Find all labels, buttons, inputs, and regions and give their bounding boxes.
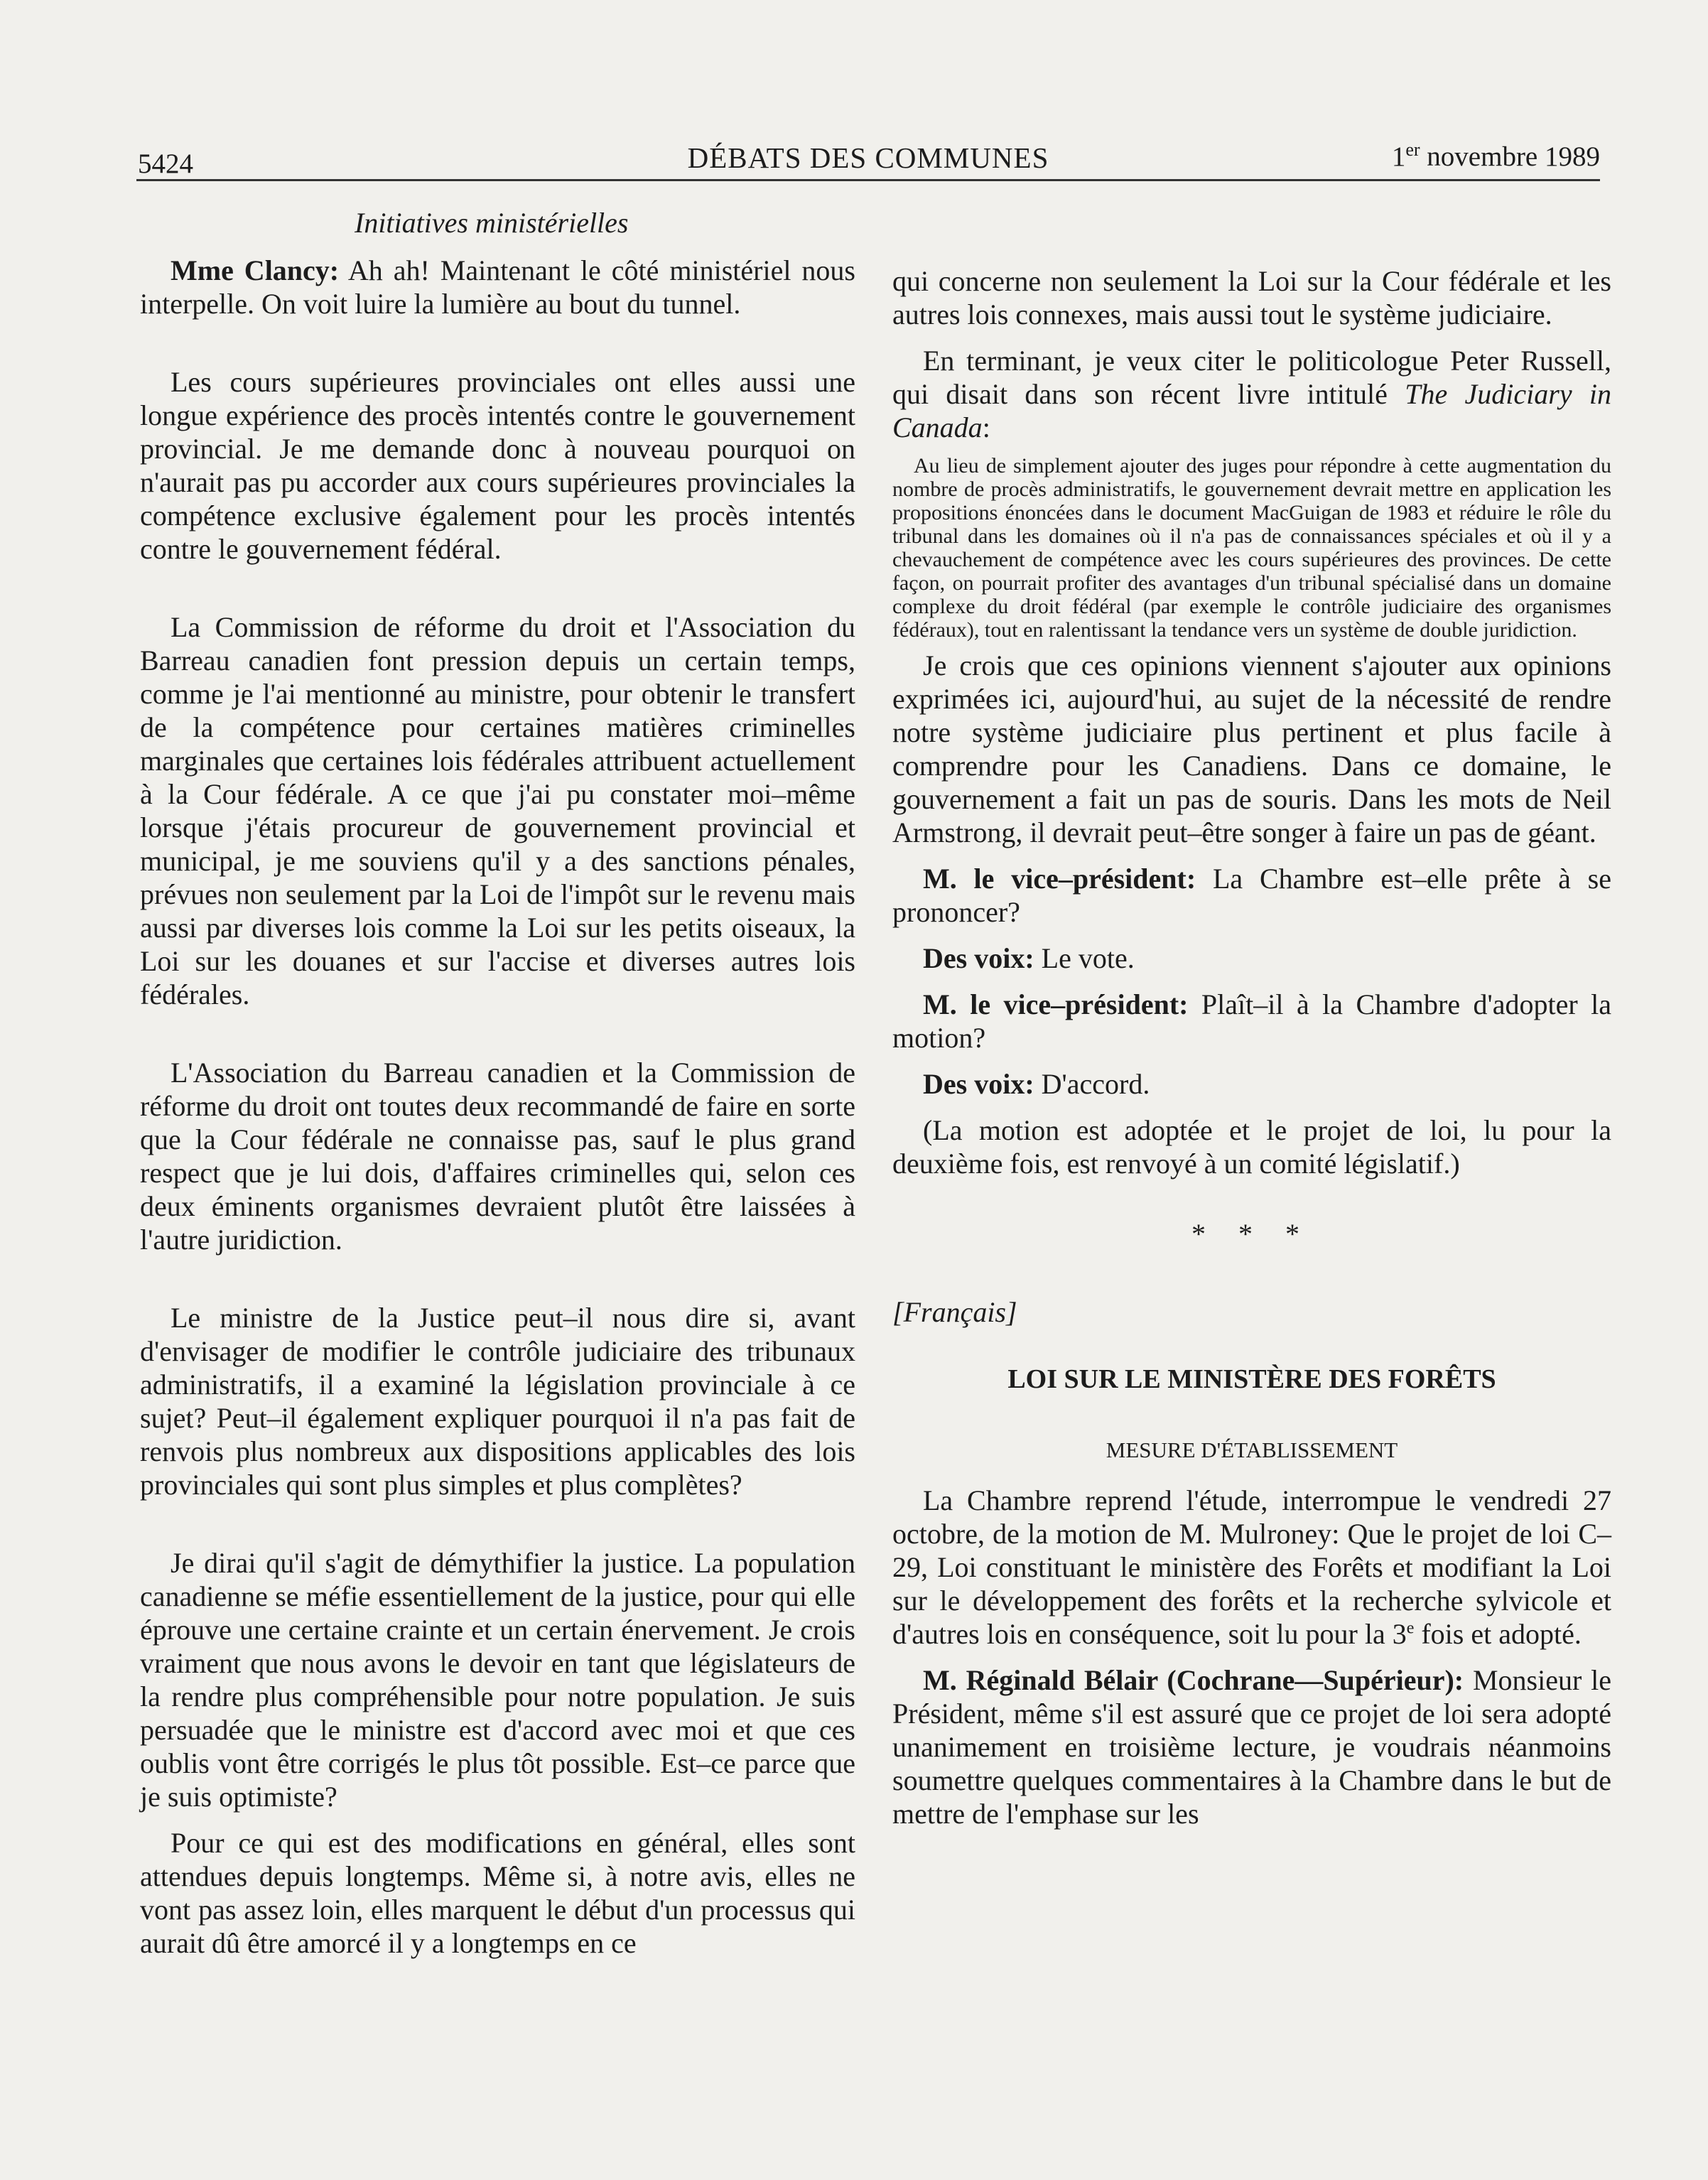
book-title: The Judiciary in Canada <box>892 378 1612 443</box>
paragraph: Des voix: D'accord. <box>923 1068 1150 1100</box>
page-header <box>136 141 1600 183</box>
paragraph: Le ministre de la Justice peut–il nous dire si, avant d'envisager de modifier le contrôle judiciaire des tribunaux administratifs, il a examiné la législation provinciale à ce sujet? Peut–il également expliquer pourquoi il n'a pas fait de renvois plus nombreux aux dispositions applicables des lois provinciales qui sont plus simples et plus complètes? <box>140 1302 855 1501</box>
subsection-title: MESURE D'ÉTABLISSEMENT <box>1106 1437 1398 1462</box>
language-marker: [Français] <box>892 1296 1017 1328</box>
paragraph: M. le vice–président: Plaît–il à la Chambre d'adopter la motion? <box>892 988 1611 1054</box>
paragraph: Je dirai qu'il s'agit de démythifier la justice. La population canadienne se méfie essentiellement de la justice, pour qui elle éprouve une certaine crainte et un certain énervement. Je crois vraiment que nous avons le devoir en tant que législateurs de la rendre plus compréhensible pour notre population. Je suis persuadée que le ministre est d'accord avec moi et que ces oublis vont être corrigés le plus tôt possible. Est–ce parce que je suis optimiste? <box>140 1547 855 1813</box>
right-column <box>892 264 1611 1830</box>
running-head: Initiatives ministérielles <box>355 207 629 239</box>
paragraph: Les cours supérieures provinciales ont elles aussi une longue expérience des procès intentés contre le gouvernement provincial. Je me demande donc à nouveau pourquoi on n'aurait pas pu accorder aux cours supérieures provinciales la compétence exclusive également pour les procès intentés contre le gouvernement fédéral. <box>140 366 855 565</box>
paragraph: La Chambre reprend l'étude, interrompue le vendredi 27 octobre, de la motion de M. Mulroney: Que le projet de loi C–29, Loi constituant le ministère des Forêts et modifiant la Loi sur le développement des forêts et la recherche sylvicole et d'autres lois en conséquence, soit lu pour la 3e fois et adopté. <box>892 1484 1611 1650</box>
speaker-name: Des voix: <box>923 942 1034 974</box>
speaker-name: Mme Clancy: <box>171 254 340 286</box>
paragraph: Pour ce qui est des modifications en général, elles sont attendues depuis longtemps. Même si, à notre avis, elles ne vont pas assez loin, elles marquent le début d'un processus qui aurait dû être amorcé il y a longtemps en ce <box>140 1827 855 1959</box>
issue-date: 1er novembre 1989 <box>1391 139 1600 172</box>
speaker-name: M. Réginald Bélair (Cochrane—Supérieur): <box>923 1664 1464 1696</box>
section-separator: * * * <box>1191 1218 1312 1250</box>
paragraph: La Commission de réforme du droit et l'Association du Barreau canadien font pression depuis un certain temps, comme je l'ai mentionné au ministre, pour obtenir le transfert de la compétence pour certaines matières criminelles marginales que certaines lois fédérales attribuent actuellement à la Cour fédérale. A ce que j'ai pu constater moi–même lorsque j'étais procureur de gouvernement provincial et municipal, je me souviens qu'il y a des sanctions pénales, prévues non seulement par la Loi de l'impôt sur le revenu mais aussi par diverses lois comme la Loi sur les petits oiseaux, la Loi sur les douanes et sur l'accise et diverses autres lois fédérales. <box>140 611 855 1010</box>
paragraph: qui concerne non seulement la Loi sur la Cour fédérale et les autres lois connexes, mais aussi tout le système judiciaire. <box>892 265 1611 330</box>
paragraph: En terminant, je veux citer le politicologue Peter Russell, qui disait dans son récent livre intitulé The Judiciary in Canada: <box>892 345 1612 443</box>
header-rule <box>136 179 1600 181</box>
page-number: 5424 <box>138 149 193 179</box>
left-column <box>140 206 855 1960</box>
paragraph: M. Réginald Bélair (Cochrane—Supérieur): Monsieur le Président, même s'il est assuré que ce projet de loi sera adopté unanimement en troisième lecture, je voudrais néanmoins soumettre quelques commentaires à la Chambre dans le but de mettre de l'emphase sur les <box>892 1664 1611 1830</box>
block-quote: Au lieu de simplement ajouter des juges pour répondre à cette augmentation du nombre de procès administratifs, le gouvernement devrait mettre en application les propositions énoncées dans le document MacGuigan de 1983 et réduire le rôle du tribunal dans les domaines où il n'a pas de connaissances spéciales et où il y a chevauchement de compétence avec les cours supérieures des provinces. De cette façon, on pourrait profiter des avantages d'un tribunal spécialisé dans un domaine complexe du droit fédéral (par exemple le contrôle judiciaire des organismes fédéraux), tout en ralentissant la tendance vers un système de double juridiction. <box>892 454 1611 642</box>
paragraph: L'Association du Barreau canadien et la Commission de réforme du droit ont toutes deux recommandé de faire en sorte que la Cour fédérale ne connaisse pas, sauf le plus grand respect que je lui dois, d'affaires criminelles qui, selon ces deux éminents organismes devraient plutôt être laissées à l'autre juridiction. <box>140 1057 855 1256</box>
paragraph: Des voix: Le vote. <box>923 942 1135 974</box>
section-title: LOI SUR LE MINISTÈRE DES FORÊTS <box>1007 1364 1496 1394</box>
paragraph: M. le vice–président: La Chambre est–elle prête à se prononcer? <box>892 863 1611 928</box>
speaker-name: M. le vice–président: <box>923 988 1189 1020</box>
paragraph: Je crois que ces opinions viennent s'ajouter aux opinions exprimées ici, aujourd'hui, au sujet de la nécessité de rendre notre système judiciaire plus pertinent et plus facile à comprendre pour les Canadiens. Dans ce domaine, le gouvernement a fait un pas de souris. Dans les mots de Neil Armstrong, il devrait peut–être songer à faire un pas de géant. <box>892 649 1611 848</box>
speaker-name: M. le vice–président: <box>923 863 1196 895</box>
speaker-name: Des voix: <box>923 1068 1034 1100</box>
paragraph: (La motion est adoptée et le projet de loi, lu pour la deuxième fois, est renvoyé à un comité législatif.) <box>892 1114 1611 1180</box>
paragraph: Mme Clancy: Ah ah! Maintenant le côté ministériel nous interpelle. On voit luire la lumière au bout du tunnel. <box>140 254 855 320</box>
publication-title: DÉBATS DES COMMUNES <box>687 141 1049 174</box>
